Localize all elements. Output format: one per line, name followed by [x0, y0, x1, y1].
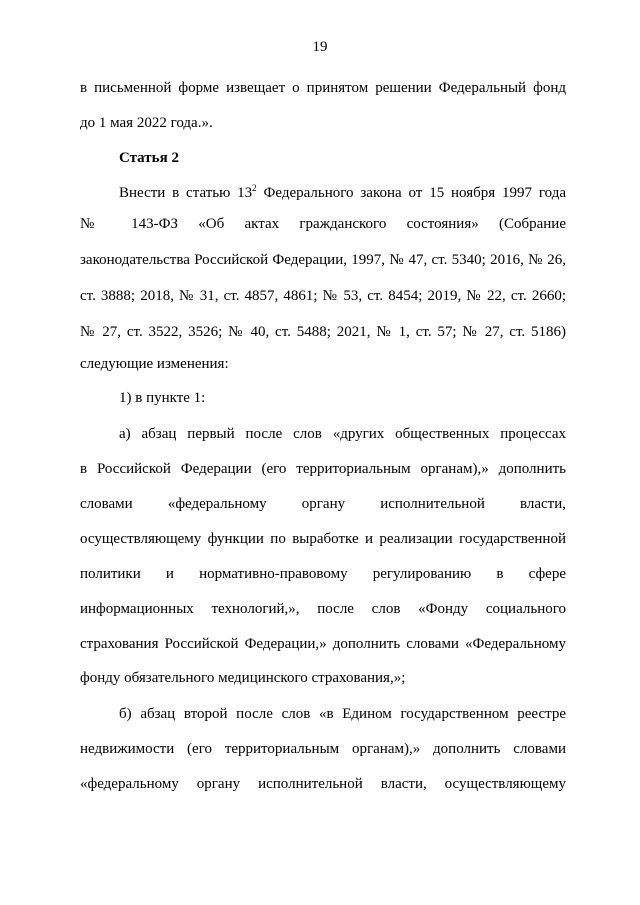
text-line: осуществляющему функции по выработке и реализации государственной	[80, 531, 566, 547]
text-line: в Российской Федерации (его территориальным органам),» дополнить	[80, 461, 566, 477]
text-line: информационных технологий,», после слов «Фонду социального	[80, 601, 566, 617]
superscript: 2	[252, 183, 257, 193]
text-line: б) абзац второй после слов «в Едином государственном реестре	[119, 706, 566, 722]
text-line: Внести в статью $13^2$ Федерального закона от 15 ноября 1997 года	[119, 183, 566, 201]
page-number: 19	[312, 39, 328, 55]
text-line: до 1 мая 2022 года.».	[80, 115, 213, 131]
text-line: страхования Российской Федерации,» дополнить словами «Федеральному	[80, 636, 566, 652]
text-line: № 143-ФЗ «Об актах гражданского состояния» (Собрание	[80, 216, 566, 232]
text-line: политики и нормативно-правовому регулированию в сфере	[80, 566, 566, 582]
text-line: 1) в пункте 1:	[119, 390, 206, 406]
text-line: недвижимости (его территориальным органам),» дополнить словами	[80, 741, 566, 757]
text-line: ст. 3888; 2018, № 31, ст. 4857, 4861; № 53, ст. 8454; 2019, № 22, ст. 2660;	[80, 288, 566, 304]
text-line: «федеральному органу исполнительной власти, осуществляющему	[80, 776, 566, 792]
text-line: в письменной форме извещает о принятом решении Федеральный фонд	[80, 80, 566, 96]
text-line: а) абзац первый после слов «других общественных процессах	[119, 426, 566, 442]
text-line: фонду обязательного медицинского страхования,»;	[80, 670, 406, 686]
text-line: законодательства Российской Федерации, 1997, № 47, ст. 5340; 2016, № 26,	[80, 252, 566, 268]
text-line: № 27, ст. 3522, 3526; № 40, ст. 5488; 2021, № 1, ст. 57; № 27, ст. 5186)	[80, 324, 566, 340]
text-line: словами «федеральному органу исполнительной власти,	[80, 496, 566, 512]
text-line: следующие изменения:	[80, 356, 229, 372]
article-heading: Статья 2	[119, 150, 179, 166]
